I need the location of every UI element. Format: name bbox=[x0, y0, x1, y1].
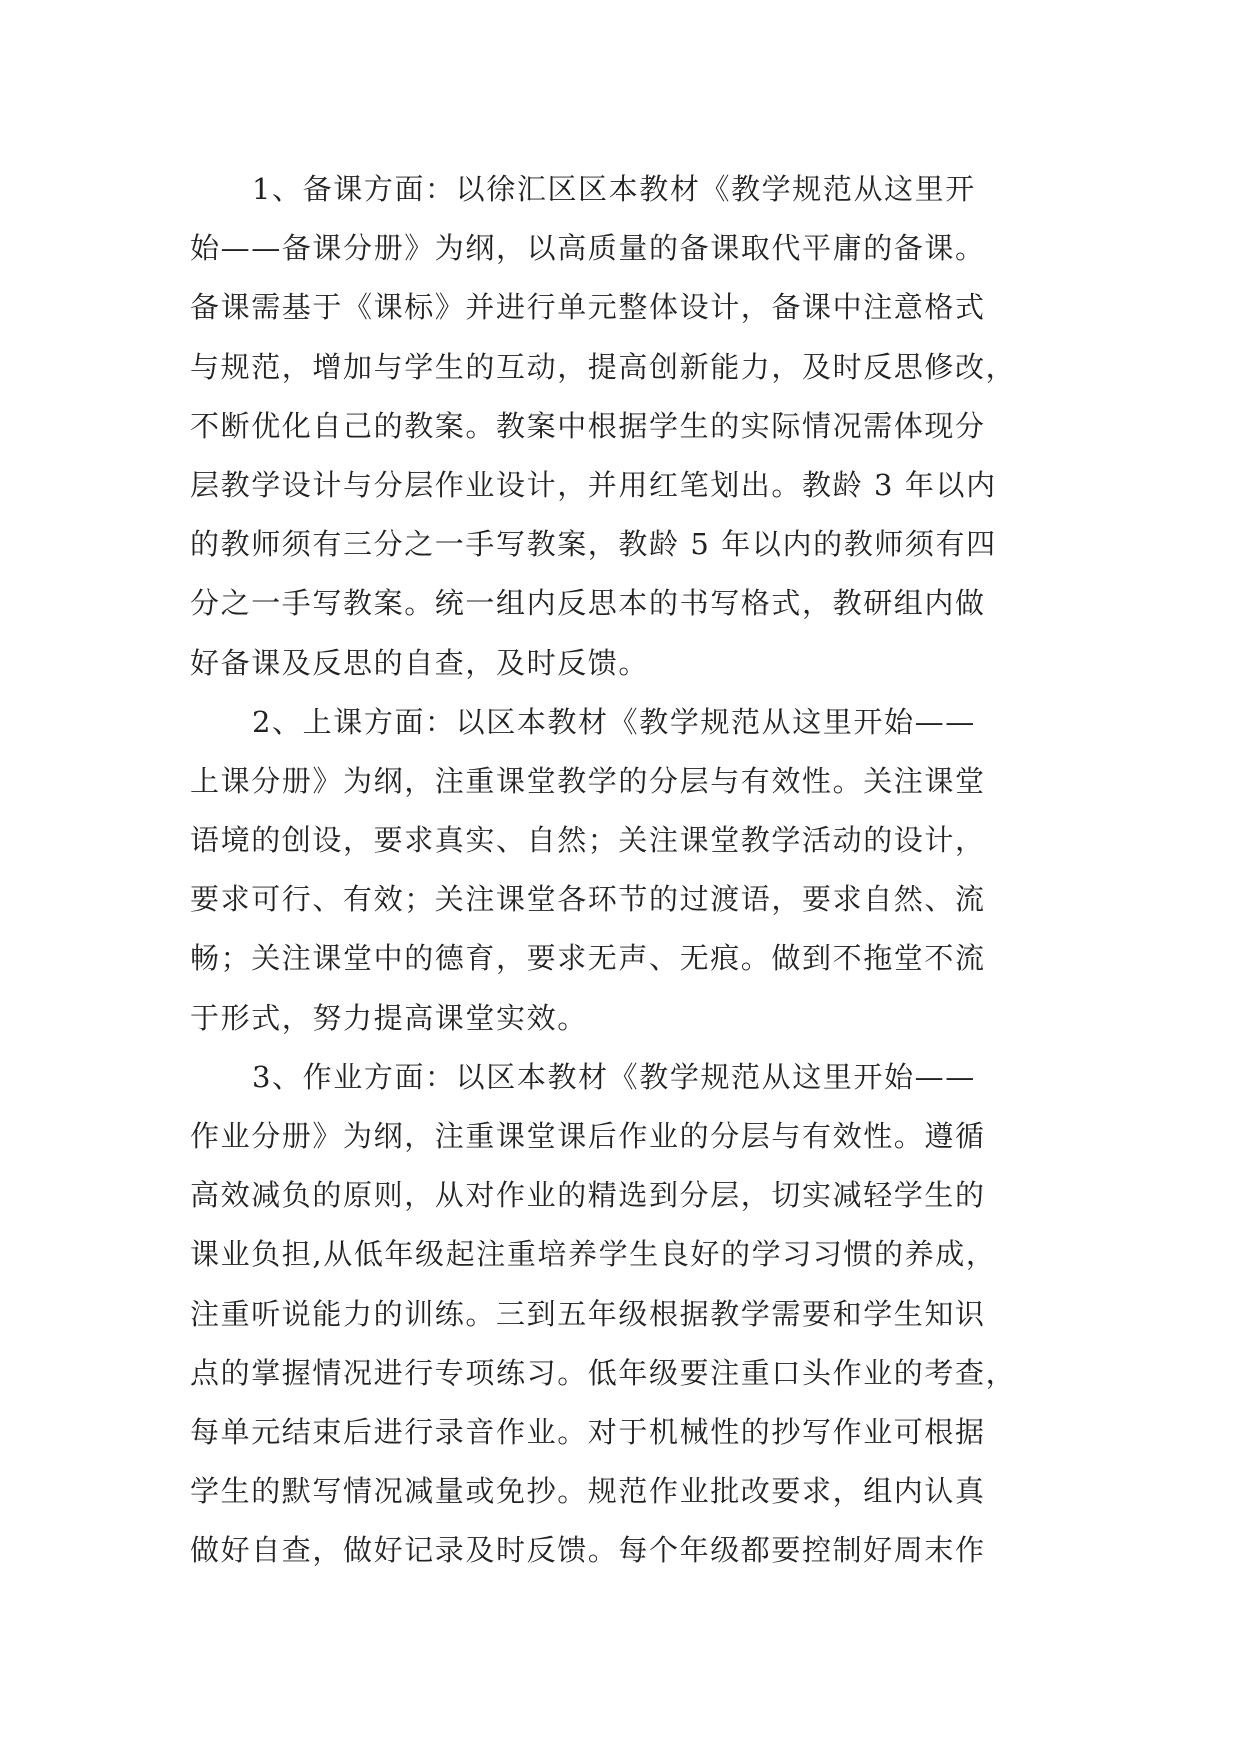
text-line: 好备课及反思的自查，及时反馈。 bbox=[190, 645, 650, 680]
text-line: 始——备课分册》为纲，以高质量的备课取代平庸的备课。 bbox=[190, 231, 986, 266]
text-line: 点的掌握情况进行专项练习。低年级要注重口头作业的考查， bbox=[190, 1355, 1017, 1390]
text-line: 1、备课方面：以徐汇区区本教材《教学规范从这里开 bbox=[252, 172, 976, 206]
text-line: 高效减负的原则，从对作业的精选到分层，切实减轻学生的 bbox=[190, 1178, 986, 1213]
text-line: 2、上课方面：以区本教材《教学规范从这里开始—— bbox=[252, 704, 976, 739]
text-line: 不断优化自己的教案。教案中根据学生的实际情况需体现分 bbox=[190, 408, 986, 443]
paragraph-lesson-preparation bbox=[190, 160, 1070, 693]
text-line: 语境的创设，要求真实、自然；关注课堂教学活动的设计， bbox=[190, 823, 986, 858]
text-line: 作业分册》为纲，注重课堂课后作业的分层与有效性。遵循 bbox=[190, 1119, 986, 1153]
text-line: 3、作业方面：以区本教材《教学规范从这里开始—— bbox=[252, 1059, 976, 1094]
paragraph-homework bbox=[190, 1048, 1070, 1581]
text-line: 课业负担,从低年级起注重培养学生良好的学习习惯的养成， bbox=[190, 1237, 997, 1272]
text-line: 层教学设计与分层作业设计，并用红笔划出。教龄 3 年以内 bbox=[190, 467, 997, 502]
text-line: 于形式，努力提高课堂实效。 bbox=[190, 1000, 588, 1035]
text-line: 学生的默写情况减量或免抄。规范作业批改要求，组内认真 bbox=[190, 1474, 986, 1509]
text-line: 每单元结束后进行录音作业。对于机械性的抄写作业可根据 bbox=[190, 1414, 986, 1449]
text-line: 分之一手写教案。统一组内反思本的书写格式，教研组内做 bbox=[190, 586, 986, 621]
text-line: 畅；关注课堂中的德育，要求无声、无痕。做到不拖堂不流 bbox=[190, 941, 986, 976]
text-line: 上课分册》为纲，注重课堂教学的分层与有效性。关注课堂 bbox=[190, 763, 986, 798]
text-line: 注重听说能力的训练。三到五年级根据教学需要和学生知识 bbox=[190, 1296, 986, 1331]
text-line: 要求可行、有效；关注课堂各环节的过渡语，要求自然、流 bbox=[190, 882, 986, 917]
text-line: 与规范，增加与学生的互动，提高创新能力，及时反思修改， bbox=[190, 349, 1017, 384]
paragraph-classroom-teaching bbox=[190, 693, 1070, 1048]
text-line: 做好自查，做好记录及时反馈。每个年级都要控制好周末作 bbox=[190, 1533, 986, 1568]
text-line: 备课需基于《课标》并进行单元整体设计，备课中注意格式 bbox=[190, 290, 986, 325]
body-text bbox=[190, 160, 1070, 1581]
text-line: 的教师须有三分之一手写教案，教龄 5 年以内的教师须有四 bbox=[190, 527, 997, 562]
